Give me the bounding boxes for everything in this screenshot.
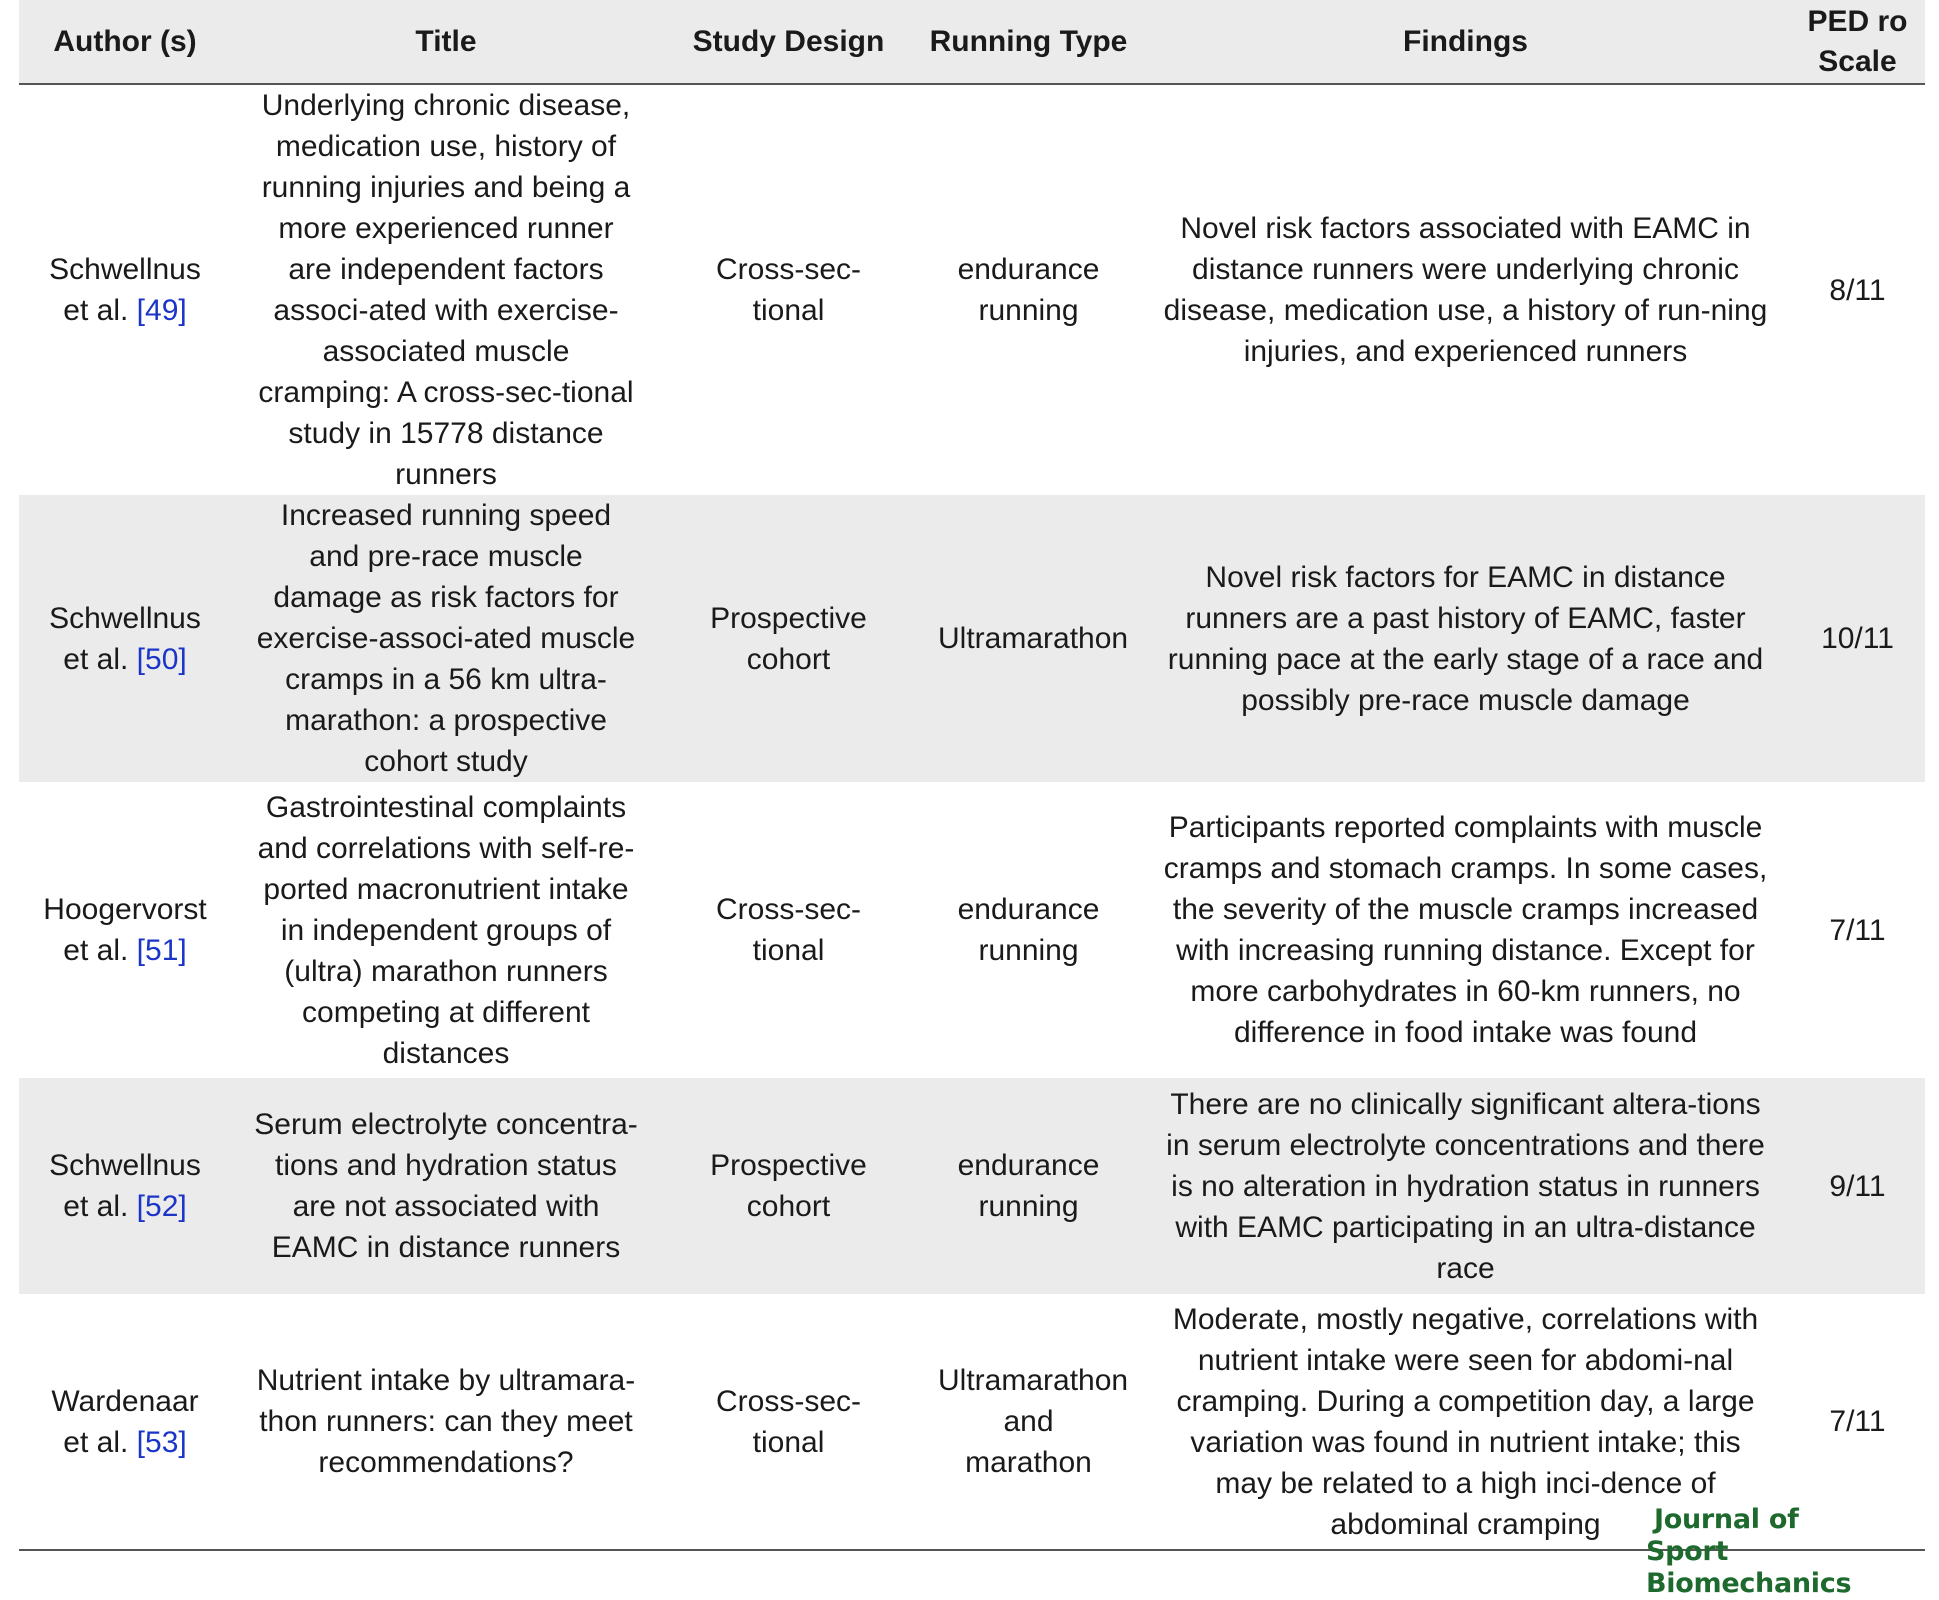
table-row [19, 1294, 1925, 1550]
findings-cell: Participants reported complaints with muscle cramps and stomach cramps. In some cases, the severity of the muscle cramps increased with increasing running distance. Except for more carbohydrates in 60-km runners, no difference in food intake was found [1163, 811, 1768, 1049]
design-cell: Cross-sec-tional [715, 893, 861, 967]
author-cell [19, 782, 231, 1078]
author-name: Schwellnus et al. [49, 253, 201, 327]
findings-cell: Novel risk factors associated with EAMC in distance runners were underlying chronic disease, medication use, a history of run-ning injuries, and experienced runners [1163, 212, 1768, 368]
author-cell [19, 1294, 231, 1550]
findings-cell: Novel risk factors for EAMC in distance runners are a past history of EAMC, faster running pace at the early stage of a race and possibly pre-race muscle damage [1167, 560, 1764, 717]
header-pedro-scale: PED ro Scale [1807, 4, 1908, 78]
pedro-score-cell: 7/11 [1829, 913, 1886, 947]
author-cell [19, 1078, 231, 1294]
author-cell [19, 495, 231, 782]
header-author: Author (s) [53, 24, 197, 58]
header-findings: Findings [1403, 24, 1528, 58]
running-type-cell: Ultramarathon [938, 622, 1129, 655]
journal-logo-line1: Journal of [1654, 1504, 1799, 1535]
journal-logo-line2: Sport Biomechanics [1646, 1536, 1852, 1599]
title-cell: Underlying chronic disease, medication use, history of running injuries and being a more experienced runner are independent factors associ-ated with exercise-associated muscle cramping: A cross-sec-tional study in 15778 distance runners [258, 89, 634, 491]
findings-cell: There are no clinically significant altera-tions in serum electrolyte concentrations and there is no alteration in hydration status in runners with EAMC participating in an ultra-distance race [1166, 1087, 1765, 1285]
title-cell: Serum electrolyte concentra-tions and hydration status are not associated with EAMC in distance runners [254, 1108, 638, 1264]
pedro-score-cell: 7/11 [1829, 1405, 1886, 1438]
reference-link[interactable]: [51] [136, 934, 187, 967]
reference-link[interactable]: [49] [136, 294, 187, 327]
title-cell: Increased running speed and pre-race muscle damage as risk factors for exercise-associ-ated muscle cramps in a 56 km ultra-marathon: a prospective cohort study [256, 499, 636, 778]
findings-cell: Moderate, mostly negative, correlations with nutrient intake were seen for abdomi-nal cramping. During a competition day, a large variation was found in nutrient intake; this may be related to a high inci-dence of abdominal cramping [1172, 1302, 1759, 1541]
header-row [19, 0, 1925, 84]
pedro-score-cell: 10/11 [1821, 622, 1894, 655]
running-type-cell: Ultramarathon and marathon [938, 1364, 1129, 1479]
author-name: Wardenaar et al. [51, 1384, 199, 1459]
title-cell: Nutrient intake by ultramara-thon runners: can they meet recommendations? [256, 1364, 636, 1479]
header-title: Title [415, 24, 477, 58]
running-type-cell: endurance running [957, 253, 1100, 327]
reference-link[interactable]: [50] [136, 642, 187, 676]
pedro-score-cell: 9/11 [1829, 1169, 1886, 1203]
studies-table [19, 0, 1925, 1551]
table-row [19, 1078, 1925, 1294]
author-name: Schwellnus et al. [49, 601, 201, 676]
author-name: Schwellnus et al. [49, 1149, 201, 1223]
table-header [19, 0, 1925, 84]
table-row [19, 84, 1925, 495]
table-row [19, 495, 1925, 782]
table-row [19, 782, 1925, 1078]
design-cell: Cross-sec-tional [715, 253, 861, 327]
author-name: Hoogervorst et al. [43, 893, 207, 967]
reference-link[interactable]: [53] [136, 1425, 187, 1459]
design-cell: Cross-sec-tional [715, 1384, 861, 1459]
design-cell: Prospective cohort [710, 1149, 867, 1223]
author-cell [19, 84, 231, 495]
title-cell: Gastrointestinal complaints and correlations with self-re-ported macronutrient intake in independent groups of (ultra) marathon runners competing at different distances [257, 790, 635, 1070]
header-study-design: Study Design [692, 24, 885, 58]
journal-logo [1646, 1504, 1926, 1600]
table-body [19, 84, 1925, 1550]
running-type-cell: endurance running [957, 1149, 1100, 1223]
header-running-type: Running Type [929, 24, 1128, 58]
design-cell: Prospective cohort [710, 601, 867, 676]
studies-table-container [19, 0, 1925, 1551]
running-type-cell: endurance running [957, 893, 1100, 967]
pedro-score-cell: 8/11 [1829, 273, 1886, 307]
reference-link[interactable]: [52] [136, 1190, 187, 1223]
